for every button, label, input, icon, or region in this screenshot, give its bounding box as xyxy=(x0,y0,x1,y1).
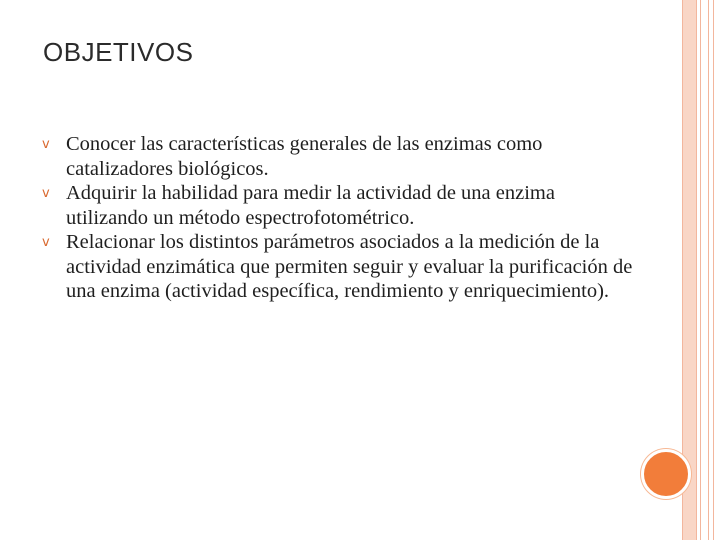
checkmark-v-icon: v xyxy=(42,235,50,250)
decorative-rail-line xyxy=(696,0,697,540)
bullet-item xyxy=(40,132,640,181)
bullet-text: Conocer las características generales de las enzimas como catalizadores biológicos. xyxy=(66,133,543,180)
checkmark-v-icon: v xyxy=(42,137,50,152)
slide-title: OBJETIVOS xyxy=(43,37,194,67)
decorative-rail-line xyxy=(713,0,714,540)
bullet-item xyxy=(40,230,640,304)
bullet-text: Relacionar los distintos parámetros asociados a la medición de la actividad enzimática que permiten seguir y evaluar la purificación de una enzima (actividad específica, rendimiento y enriquecimiento). xyxy=(66,231,633,302)
bullet-item xyxy=(40,181,640,230)
bullet-text: Adquirir la habilidad para medir la actividad de una enzima utilizando un método espectrofotométrico. xyxy=(66,182,555,229)
decorative-rail-line xyxy=(708,0,709,540)
decorative-circle xyxy=(641,449,691,499)
decorative-rail-line xyxy=(700,0,701,540)
bullet-list xyxy=(40,132,640,304)
checkmark-v-icon: v xyxy=(42,186,50,201)
